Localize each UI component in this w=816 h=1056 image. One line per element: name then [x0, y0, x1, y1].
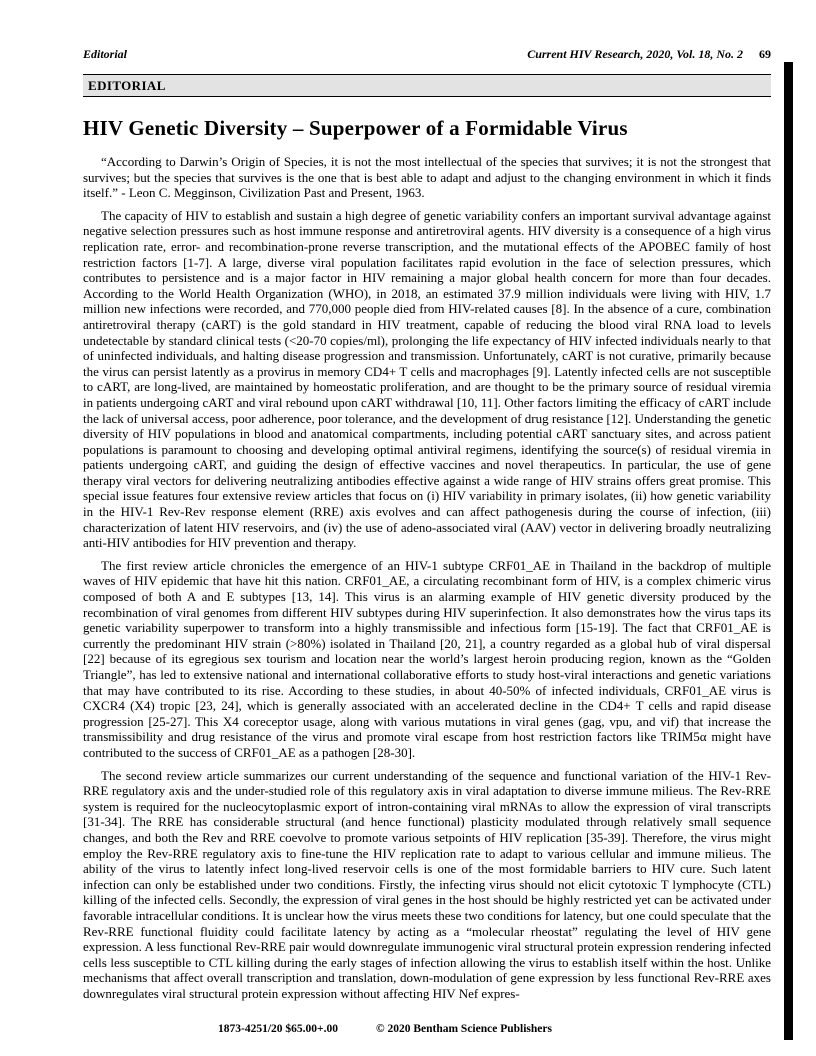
- running-header: [83, 47, 771, 62]
- page-number: 69: [759, 47, 771, 61]
- header-journal-citation: [527, 47, 771, 62]
- journal-citation-text: Current HIV Research, 2020, Vol. 18, No. 2: [527, 47, 743, 61]
- article-body: [83, 154, 771, 1001]
- paragraph-second-review: The second review article summarizes our current understanding of the sequence and functional variation of the HIV-1 Rev-RRE regulatory axis and the under-studied role of this regulatory axis in viral adaptation to diverse immune milieus. The Rev-RRE system is required for the nucleocytoplasmic export of intron-containing viral mRNAs to allow the expression of viral transcripts [31-34]. The RRE has considerable structural (and hence functional) plasticity modulated through relatively small sequence changes, and both the Rev and RRE coevolve to promote various setpoints of HIV replication [35-39]. Therefore, the virus might employ the Rev-RRE regulatory axis to fine-tune the HIV replication rate to adapt to various cellular and immune milieus. The ability of the virus to latently infect long-lived reservoir cells is one of the most formidable barriers to HIV cure. Such latent infection can only be established under two conditions. Firstly, the infecting virus should not elicit cytotoxic T lymphocyte (CTL) killing of the infected cells. Secondly, the expression of viral genes in the host should be highly restricted yet can be activated under favorable intracellular conditions. It is unclear how the virus meets these two conditions for latency, but one could speculate that the Rev-RRE functional fluidity could facilitate latency by acting as a “molecular rheostat” regulating the level of HIV gene expression. A less functional Rev-RRE pair would downregulate immunogenic viral structural protein expression rendering infected cells less susceptible to CTL killing during the early stages of infection allowing the virus to establish itself within the host. Unlike mechanisms that affect overall transcription and translation, down-modulation of gene expression by less functional Rev-RRE axes downregulates viral structural protein expression without affecting HIV Nef expres-: [83, 767, 771, 1001]
- paragraph-first-review: The first review article chronicles the emergence of an HIV-1 subtype CRF01_AE in Thailand in the backdrop of multiple waves of HIV epidemic that have hit this nation. CRF01_AE, a circulating recombinant form of HIV, is a complex chimeric virus composed of both A and E subtypes [13, 14]. This virus is an alarming example of HIV genetic diversity produced by the recombination of viral genomes from different HIV subtypes during HIV superinfection. It also demonstrates how the virus taps its genetic variability superpower to transform into a highly transmissible and infectious form [15-19]. The fact that CRF01_AE is currently the predominant HIV strain (>80%) isolated in Thailand [20, 21], a country regarded as a global hub of viral dispersal [22] because of its egregious sex tourism and location near the world’s largest heroin producing region, known as the “Golden Triangle”, has led to extensive national and international collaborative efforts to study host-viral interactions and genetic variations that may have contributed to its rise. According to these studies, in about 40-50% of infected individuals, CRF01_AE virus is CXCR4 (X4) tropic [23, 24], which is generally associated with an accelerated decline in the CD4+ T cells and rapid disease progression [25-27]. This X4 coreceptor usage, along with various mutations in viral genes (gag, vpu, and vif) that increase the transmissibility and drug resistance of the virus and promote viral escape from host restriction factors like TRIM5α might have contributed to the success of CRF01_AE as a pathogen [28-30].: [83, 557, 771, 760]
- section-label: EDITORIAL: [88, 78, 166, 93]
- page-footer: [0, 1023, 770, 1035]
- footer-issn: 1873-4251/20 $65.00+.00: [218, 1023, 338, 1035]
- paragraph-intro: The capacity of HIV to establish and sustain a high degree of genetic variability confers an important survival advantage against negative selection pressures such as host immune response and antiretroviral agents. HIV diversity is a consequence of a high virus replication rate, error- and recombination-prone reverse transcription, and the mutational effects of the APOBEC family of host restriction factors [1-7]. A large, diverse viral population facilitates rapid evolution in the face of selection pressures, which contributes to persistence and is a major factor in HIV remaining a major global health concern for more than four decades. According to the World Health Organization (WHO), in 2018, an estimated 37.9 million individuals were living with HIV, 1.7 million new infections were recorded, and 770,000 people died from HIV-related causes [8]. In the absence of a cure, combination antiretroviral therapy (cART) is the gold standard in HIV treatment, capable of reducing the blood viral RNA load to levels undetectable by standard clinical tests (<20-70 copies/ml), prolonging the life expectancy of HIV infected individuals nearly to that of uninfected individuals, and halting disease progression and transmission. Unfortunately, cART is not curative, primarily because the virus can persist latently as a provirus in memory CD4+ T cells and macrophages [9]. Latently infected cells are not susceptible to cART, are long-lived, are maintained by homeostatic proliferation, and are thought to be the primary source of residual viremia in patients undergoing cART and viral rebound upon cART withdrawal [10, 11]. Other factors limiting the efficacy of cART include the lack of universal access, poor adherence, poor tolerance, and the development of drug resistance [12]. Understanding the genetic diversity of HIV populations in blood and anatomical compartments, including potential cART sanctuary sites, and across patient populations is paramount to choosing and developing optimal antiviral regimens, identifying the source(s) of residual viremia in patients undergoing cART, and guiding the design of effective vaccines and novel therapeutics. In particular, the use of gene therapy viral vectors for delivering neutralizing antibodies effective against a wide range of HIV strains offers great promise. This special issue features four extensive review articles that focus on (i) HIV variability in primary isolates, (ii) how genetic variability in the HIV-1 Rev-Rev response element (RRE) axis evolves and can affect pathogenesis during the course of infection, (iii) characterization of latent HIV reservoirs, and (iv) the use of adeno-associated viral (AAV) vector in delivering broadly neutralizing anti-HIV antibodies for HIV prevention and therapy.: [83, 207, 772, 551]
- article-title: HIV Genetic Diversity – Superpower of a Formidable Virus: [83, 116, 628, 140]
- paragraph-epigraph: “According to Darwin’s Origin of Species, it is not the most intellectual of the species that survives; it is not the strongest that survives; but the species that survives is the one that is best able to adapt and adjust to the changing environment in which it finds itself.” - Leon C. Megginson, Civilization Past and Present, 1963.: [83, 154, 771, 201]
- section-label-bar: [83, 74, 771, 97]
- header-section-label: Editorial: [83, 47, 128, 61]
- page-edge-black-bar: [784, 62, 793, 1040]
- footer-copyright: © 2020 Bentham Science Publishers: [375, 1023, 552, 1035]
- page-content: [83, 47, 771, 1008]
